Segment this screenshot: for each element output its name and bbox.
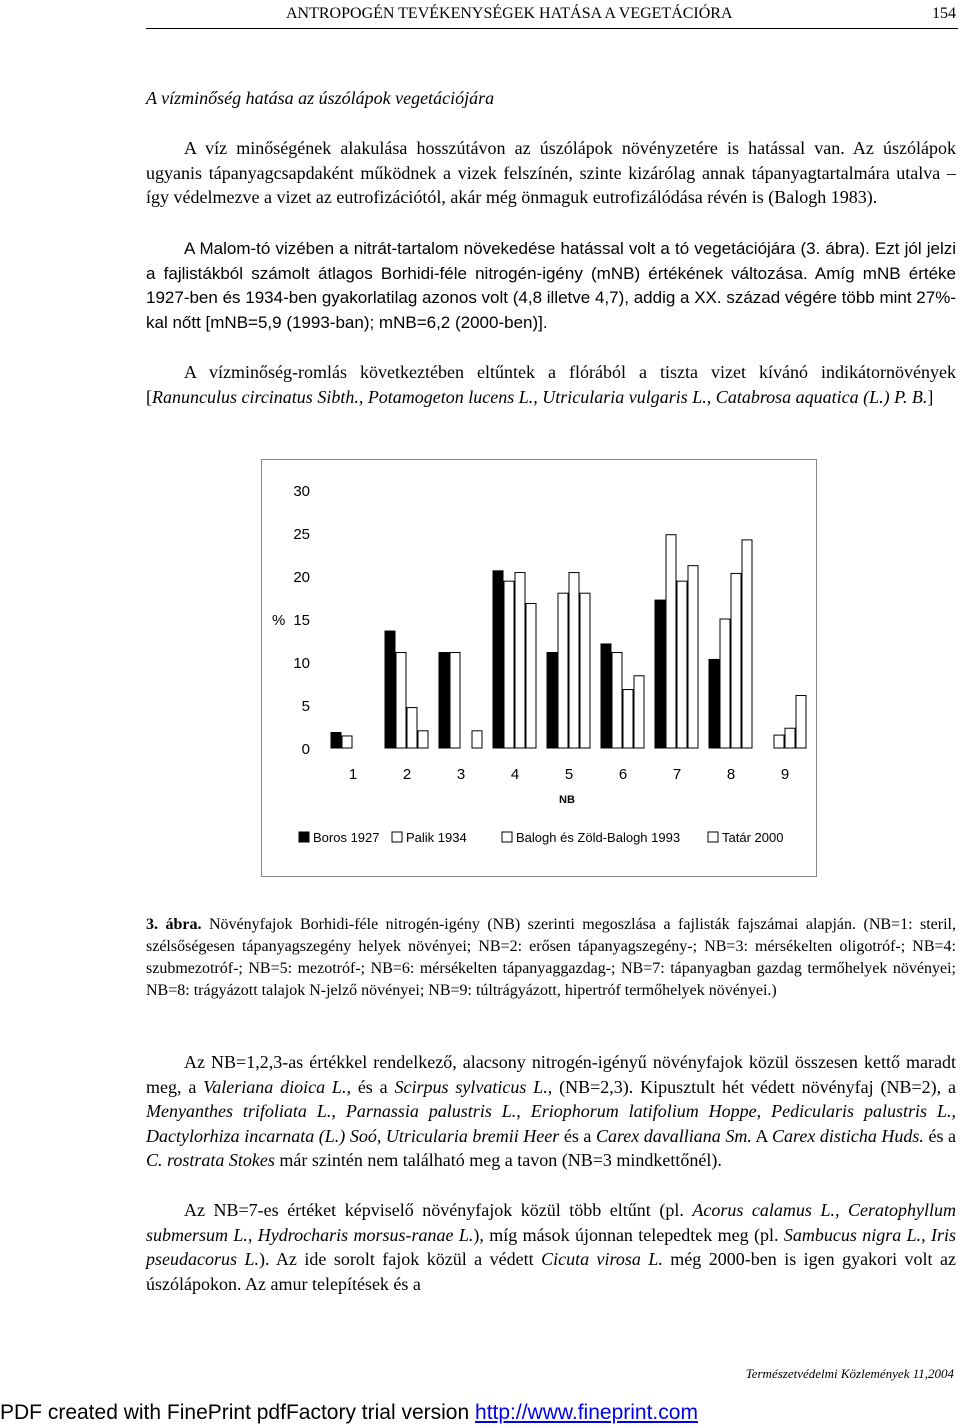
bar xyxy=(666,535,676,748)
bar xyxy=(688,566,698,748)
section-title: A vízminőség hatása az úszólápok vegetációjára xyxy=(146,88,495,108)
bar xyxy=(342,736,352,748)
bar xyxy=(720,619,730,748)
x-tick-label: 8 xyxy=(726,766,736,783)
bar xyxy=(785,728,795,748)
bar xyxy=(385,631,395,748)
pdf-watermark: PDF created with FinePrint pdfFactory trial version http://www.fineprint.com xyxy=(0,1401,698,1424)
bar xyxy=(472,731,482,748)
caption-label: 3. ábra. xyxy=(146,916,202,933)
x-tick-label: 9 xyxy=(780,766,790,783)
bar xyxy=(623,690,633,748)
bar xyxy=(634,676,644,748)
bar xyxy=(569,573,579,748)
bar xyxy=(580,593,590,748)
paragraph-3: A vízminőség-romlás következtében eltűntek a flórából a tiszta vizet kívánó indikátornövények [Ranunculus circinatus Sibth., Potamogeton lucens L., Utricularia vulgaris L., Catabrosa aquatica (L.) P. B.] xyxy=(146,362,956,407)
bar xyxy=(396,653,406,748)
x-tick-label: 5 xyxy=(564,766,574,783)
legend-label: Palik 1934 xyxy=(406,830,467,845)
y-tick-label: 30 xyxy=(293,483,310,500)
x-tick-label: 1 xyxy=(348,766,358,783)
bar xyxy=(407,708,417,748)
bar xyxy=(450,653,460,748)
header-title: ANTROPOGÉN TEVÉKENYSÉGEK HATÁSA A VEGETÁCIÓRA xyxy=(286,5,733,22)
paragraph-2: A Malom-tó vizében a nitrát-tartalom növekedése hatással volt a tó vegetációjára (3. ábra). Ezt jól jelzi a fajlistákból számolt átlagos Borhidi-féle nitrogén-igény (mNB) értékének változása. Amíg mNB értéke 1927-ben és 1934-ben gyakorlatilag azonos volt (4,8 illetve 4,7), addig a XX. század végére több mint 27%-kal nőtt [mNB=5,9 (1993-ban); mNB=6,2 (2000-ben)]. xyxy=(146,239,956,332)
legend-label: Balogh és Zöld-Balogh 1993 xyxy=(516,830,681,845)
legend-swatch xyxy=(502,832,512,842)
bar xyxy=(526,604,536,748)
y-tick-label: 15 xyxy=(293,612,310,629)
y-axis-label: % xyxy=(272,612,286,629)
fineprint-link[interactable]: http://www.fineprint.com xyxy=(475,1401,698,1424)
y-tick-label: 25 xyxy=(293,526,310,543)
bar xyxy=(774,735,784,748)
bar xyxy=(331,733,341,748)
bar xyxy=(796,696,806,748)
x-tick-label: 3 xyxy=(456,766,466,783)
paragraph-1: A víz minőségének alakulása hosszútávon az úszólápok növényzetére is hatással van. Az úszólápok ugyanis tápanyagcsapdaként működnek a vizek felszínén, szinte kizárólag annak tápanyagtartalmára utalva – így védelmezve a vizet az eutrofizációtól, akár még önmaguk eutrofizálódása révén is (Balogh 1983). xyxy=(146,138,956,207)
x-tick-label: 2 xyxy=(402,766,412,783)
y-tick-label: 20 xyxy=(293,569,310,586)
bar xyxy=(439,653,449,748)
bar xyxy=(547,653,557,748)
x-tick-label: 7 xyxy=(672,766,682,783)
bar xyxy=(493,571,503,748)
bar xyxy=(558,593,568,748)
bar xyxy=(601,644,611,748)
bar xyxy=(709,659,719,748)
bar xyxy=(418,731,428,748)
bar xyxy=(515,573,525,748)
running-header xyxy=(146,2,958,29)
x-axis-label: NB xyxy=(559,794,575,806)
bar xyxy=(655,600,665,748)
legend-swatch xyxy=(708,832,718,842)
chart-svg xyxy=(262,460,816,876)
figure-caption xyxy=(146,914,956,1002)
bar xyxy=(742,540,752,748)
y-tick-label: 5 xyxy=(301,698,310,715)
x-tick-label: 4 xyxy=(510,766,520,783)
bar xyxy=(612,653,622,748)
y-tick-label: 10 xyxy=(293,655,310,672)
journal-footer: Természetvédelmi Közlemények 11,2004 xyxy=(745,1366,954,1381)
nb-distribution-chart xyxy=(261,459,817,877)
x-tick-label: 6 xyxy=(618,766,628,783)
page-number: 154 xyxy=(932,5,956,22)
y-tick-label: 0 xyxy=(301,741,310,758)
legend-swatch xyxy=(299,832,309,842)
caption-text: Növényfajok Borhidi-féle nitrogén-igény (NB) szerinti megoszlása a fajlisták fajszámai alapján. (NB=1: steril, szélsőségesen tápanyagszegény helyek növényei; NB=2: erősen tápanyagszegény-; NB=3: mérsékelten oligotróf-; NB=4: szubmezotróf-; NB=5: mezotróf-; NB=6: mérsékelten tápanyaggazdag-; NB=7: tápanyagban gazdag termőhelyek növényei; NB=8: trágyázott talajok N-jelző növényei; NB=9: túltrágyázott, hipertróf termőhelyek növényei.) xyxy=(146,916,957,999)
legend-label: Tatár 2000 xyxy=(722,830,784,845)
legend-label: Boros 1927 xyxy=(313,830,380,845)
bar xyxy=(504,581,514,748)
paragraph-5: Az NB=7-es értéket képviselő növényfajok közül több eltűnt (pl. Acorus calamus L., Ceratophyllum submersum L., Hydrocharis morsus-ranae L.), míg mások újonnan telepedtek meg (pl. Sambucus nigra L., Iris pseudacorus L.). Az ide sorolt fajok közül a védett Cicuta virosa L. még 2000-ben is igen gyakori volt az úszólápokon. Az amur telepítések és a xyxy=(146,1200,957,1294)
legend-swatch xyxy=(392,832,402,842)
bar xyxy=(677,581,687,748)
bar xyxy=(731,573,741,748)
paragraph-4: Az NB=1,2,3-as értékkel rendelkező, alacsony nitrogén-igényű növényfajok közül összesen kettő maradt meg, a Valeriana dioica L., és a Scirpus sylvaticus L., (NB=2,3). Kipusztult hét védett növényfaj (NB=2), a Menyanthes trifoliata L., Parnassia palustris L., Eriophorum latifolium Hoppe, Pedicularis palustris L., Dactylorhiza incarnata (L.) Soó, Utricularia bremii Heer és a Carex davalliana Sm. A Carex disticha Huds. és a C. rostrata Stokes már szintén nem található meg a tavon (NB=3 mindkettőnél). xyxy=(146,1052,957,1170)
